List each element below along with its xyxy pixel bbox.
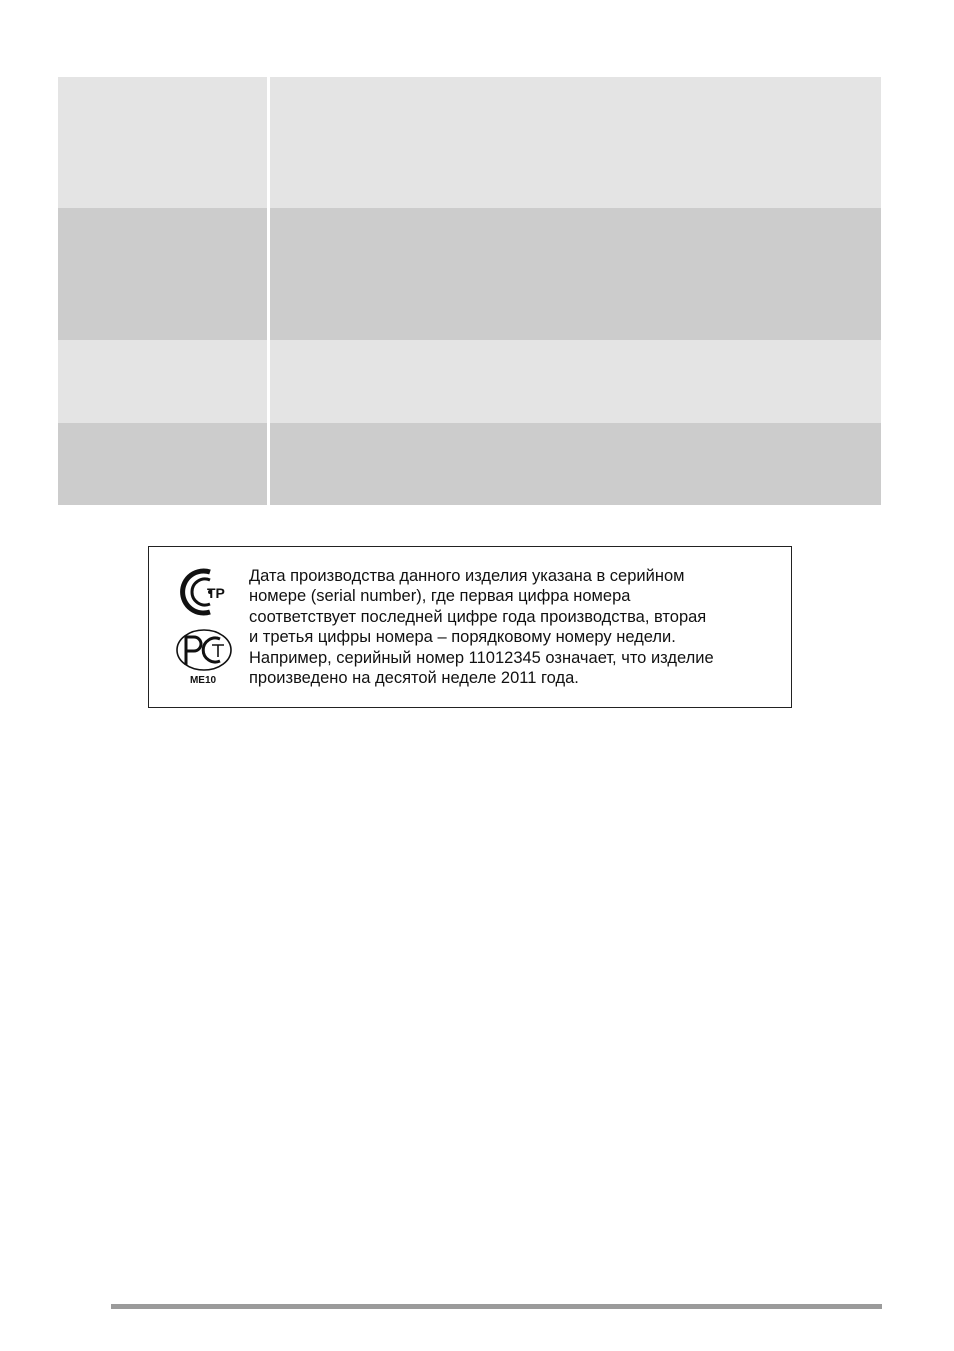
table-row <box>58 340 881 423</box>
table-row <box>58 423 881 505</box>
table-cell-value <box>270 423 881 505</box>
table-cell-label <box>58 423 270 505</box>
table-row <box>58 77 881 208</box>
table-cell-value <box>270 77 881 208</box>
table-cell-value <box>270 208 881 340</box>
notice-line: Например, серийный номер 11012345 означает, что изделие <box>249 648 714 667</box>
table-cell-label <box>58 340 270 423</box>
notice-line: Дата производства данного изделия указана в серийном <box>249 567 685 585</box>
table-cell-value <box>270 340 881 423</box>
notice-text <box>249 566 784 688</box>
svg-text:ТР: ТР <box>207 585 225 601</box>
table-cell-label <box>58 208 270 340</box>
notice-line: номере (serial number), где первая цифра номера <box>249 587 631 606</box>
table-row <box>58 208 881 340</box>
cert-code: ME10 <box>189 675 217 686</box>
notice-line: произведено на десятой неделе 2011 года. <box>249 669 579 688</box>
production-date-notice <box>148 546 792 708</box>
eac-certification-icon <box>174 567 234 617</box>
table-cell-label <box>58 77 270 208</box>
notice-line: и третья цифры номера – порядковому номеру недели. <box>249 628 676 647</box>
pct-certification-icon <box>174 627 234 673</box>
notice-line: соответствует последней цифре года производства, вторая <box>249 607 707 626</box>
spec-table <box>58 77 881 505</box>
footer-divider <box>111 1304 882 1309</box>
